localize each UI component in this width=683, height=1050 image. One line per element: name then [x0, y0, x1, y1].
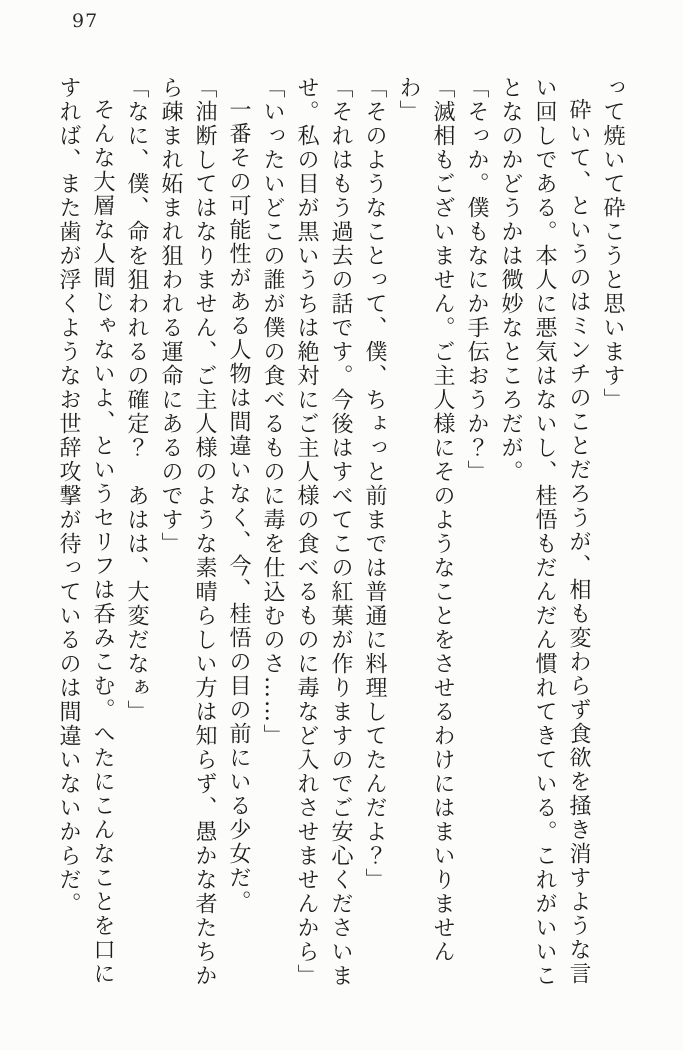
paragraph: って焼いて砕こうと思います」 — [600, 76, 625, 412]
paragraph: 「それはもう過去の話です。今後はすべてこの紅葉が作りますのでご安心くださいませ。私の目が黒いうちは絶対にご主人様の食べるものに毒など入れさせませんから」 — [294, 76, 353, 988]
vertical-text-block — [51, 76, 629, 1000]
paragraph: 一番その可能性がある人物は間違いなく、今、桂悟の目の前にいる少女だ。 — [226, 98, 251, 914]
paragraph: そんな大層な人間じゃないよ、というセリフは呑みこむ。へたにこんなことを口にすれば、また歯が浮くようなお世辞攻撃が待っているのは間違いないからだ。 — [56, 76, 115, 986]
paragraph: 「滅相もございません。ご主人様にそのようなことをさせるわけにはまいりませんわ」 — [396, 76, 455, 964]
paragraph: 「そっか。僕もなにか手伝おうか？」 — [464, 76, 489, 484]
paragraph: 砕いて、というのはミンチのことだろうが、相も変わらず食欲を掻き消すような言い回しである。本人に悪気はないし、桂悟もだんだん慣れてきている。これがいいことなのかどうかは微妙なところだが。 — [498, 76, 591, 988]
page-number: 97 — [72, 10, 99, 32]
paragraph: 「なに、僕、命を狙われるの確定？ あはは、大変だなぁ」 — [124, 76, 149, 724]
paragraph: 「油断してはなりません、ご主人様のような素晴らしい方は知らず、愚かな者たちから疎まれ妬まれ狙われる運命にあるのです」 — [158, 76, 217, 988]
paragraph: 「そのようなことって、僕、ちょっと前までは普通に料理してたんだよ？」 — [362, 76, 387, 892]
paragraph: 「いったいどこの誰が僕の食べるものに毒を仕込むのさ……」 — [260, 76, 285, 748]
